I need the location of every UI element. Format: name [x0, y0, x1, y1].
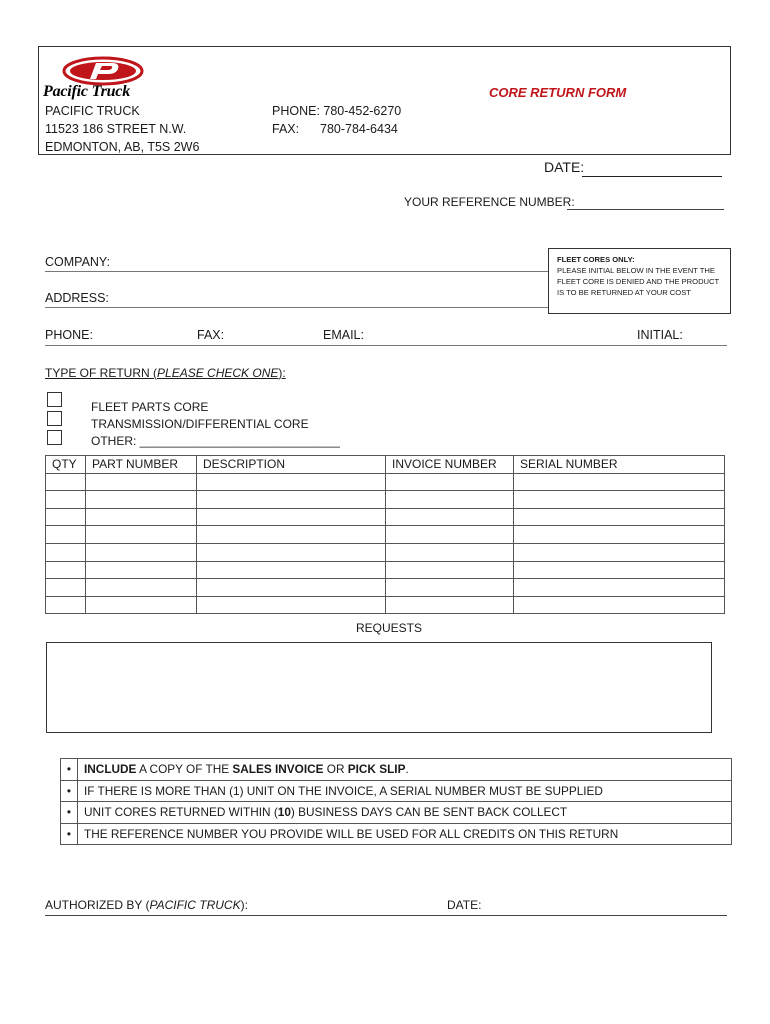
note-text-part: PICK SLIP [347, 762, 406, 777]
table-row [46, 526, 725, 544]
authorized-by-label [45, 898, 248, 912]
parts-table [45, 455, 725, 614]
return-type-label-suffix: ): [278, 366, 286, 380]
fleet-cores-box [548, 248, 731, 314]
date-field[interactable] [582, 176, 722, 177]
note-text-part: SALES INVOICE [232, 762, 324, 777]
note-text [78, 823, 732, 845]
table-cell[interactable] [386, 508, 514, 526]
company-name: PACIFIC TRUCK [45, 104, 140, 118]
table-cell[interactable] [514, 579, 725, 597]
note-text [78, 802, 732, 824]
note-text-part: A COPY OF THE [136, 762, 233, 777]
authorized-suffix: ): [240, 898, 248, 912]
table-cell[interactable] [197, 508, 386, 526]
note-row [61, 823, 732, 845]
reference-field[interactable] [567, 209, 724, 210]
checkbox-other[interactable] [47, 430, 62, 445]
return-type-label-prefix: TYPE OF RETURN ( [45, 366, 158, 380]
table-cell[interactable] [46, 543, 86, 561]
table-cell[interactable] [197, 491, 386, 509]
table-cell[interactable] [514, 543, 725, 561]
table-cell[interactable] [46, 491, 86, 509]
note-text [78, 759, 732, 781]
authorized-signature-field[interactable] [45, 915, 727, 916]
bullet-icon: • [61, 780, 78, 802]
table-cell[interactable] [514, 561, 725, 579]
authorized-italic: PACIFIC TRUCK [149, 898, 241, 912]
email-field-label: EMAIL: [323, 328, 364, 342]
company-field[interactable] [45, 271, 548, 272]
note-text-part: INCLUDE [84, 762, 137, 777]
bullet-icon: • [61, 802, 78, 824]
table-row [46, 543, 725, 561]
table-cell[interactable] [386, 579, 514, 597]
header-invoice-number: INVOICE NUMBER [386, 456, 514, 474]
table-cell[interactable] [197, 579, 386, 597]
notes-wrap [60, 758, 732, 845]
table-cell[interactable] [386, 526, 514, 544]
table-cell[interactable] [46, 473, 86, 491]
table-cell[interactable] [46, 526, 86, 544]
table-cell[interactable] [86, 561, 197, 579]
table-cell[interactable] [386, 491, 514, 509]
phone-field-label: PHONE: [45, 328, 93, 342]
option-transmission-core: TRANSMISSION/DIFFERENTIAL CORE [91, 417, 309, 431]
parts-table-wrap [45, 455, 725, 614]
table-cell[interactable] [514, 491, 725, 509]
form-title: CORE RETURN FORM [489, 85, 627, 100]
return-type-label-italic: PLEASE CHECK ONE [157, 366, 279, 380]
checkbox-fleet-parts-core[interactable] [47, 392, 62, 407]
table-cell[interactable] [86, 526, 197, 544]
table-cell[interactable] [86, 491, 197, 509]
table-cell[interactable] [514, 508, 725, 526]
table-cell[interactable] [197, 596, 386, 614]
note-text-part: ) BUSINESS DAYS CAN BE SENT BACK COLLECT [290, 805, 568, 820]
table-cell[interactable] [514, 473, 725, 491]
table-row [46, 473, 725, 491]
requests-label: REQUESTS [356, 621, 423, 635]
company-city: EDMONTON, AB, T5S 2W6 [45, 140, 200, 154]
table-cell[interactable] [86, 579, 197, 597]
option-other: OTHER: ______________________________ [91, 434, 340, 448]
header-part-number: PART NUMBER [86, 456, 197, 474]
table-row [46, 561, 725, 579]
table-cell[interactable] [86, 473, 197, 491]
authorized-prefix: AUTHORIZED BY ( [45, 898, 150, 912]
reference-label: YOUR REFERENCE NUMBER: [404, 195, 575, 209]
checkbox-transmission-core[interactable] [47, 411, 62, 426]
table-cell[interactable] [197, 473, 386, 491]
notes-table [60, 758, 732, 845]
company-fax: 780-784-6434 [320, 122, 398, 136]
address-field[interactable] [45, 307, 548, 308]
authorized-date-label: DATE: [447, 898, 482, 912]
table-cell[interactable] [46, 508, 86, 526]
header-description: DESCRIPTION [197, 456, 386, 474]
return-type-label [45, 366, 286, 380]
bullet-icon: • [61, 759, 78, 781]
contact-field-line[interactable] [45, 345, 727, 346]
table-cell[interactable] [46, 561, 86, 579]
note-text [78, 780, 732, 802]
table-row [46, 596, 725, 614]
address-field-label: ADDRESS: [45, 291, 109, 305]
date-label: DATE: [544, 159, 585, 175]
note-text-part: THE REFERENCE NUMBER YOU PROVIDE WILL BE USED FOR ALL CREDITS ON THIS RETURN [84, 826, 619, 841]
initial-field-label: INITIAL: [637, 328, 683, 342]
table-cell[interactable] [514, 596, 725, 614]
note-row [61, 759, 732, 781]
table-cell[interactable] [46, 596, 86, 614]
table-cell[interactable] [386, 596, 514, 614]
table-cell[interactable] [386, 473, 514, 491]
fleet-cores-title: FLEET CORES ONLY: [557, 255, 635, 264]
note-text-part: . [405, 762, 409, 777]
table-cell[interactable] [514, 526, 725, 544]
table-cell[interactable] [46, 579, 86, 597]
note-text-part: IF THERE IS MORE THAN (1) UNIT ON THE INVOICE, A SERIAL NUMBER MUST BE SUPPLIED [84, 783, 603, 798]
fleet-cores-text: PLEASE INITIAL BELOW IN THE EVENT THE FLEET CORE IS DENIED AND THE PRODUCT IS TO BE RETURNED AT YOUR COST [557, 266, 720, 297]
option-fleet-parts-core: FLEET PARTS CORE [91, 400, 209, 414]
note-text-part: 10 [277, 805, 291, 820]
note-row [61, 802, 732, 824]
table-cell[interactable] [86, 543, 197, 561]
note-text-part: UNIT CORES RETURNED WITHIN ( [84, 805, 278, 820]
fax-field-label: FAX: [197, 328, 225, 342]
note-row [61, 780, 732, 802]
table-cell[interactable] [197, 543, 386, 561]
note-text-part: OR [323, 762, 348, 777]
company-street: 11523 186 STREET N.W. [45, 122, 187, 136]
table-cell[interactable] [386, 561, 514, 579]
table-row [46, 579, 725, 597]
bullet-icon: • [61, 823, 78, 845]
table-cell[interactable] [386, 543, 514, 561]
table-row [46, 491, 725, 509]
company-phone: PHONE: 780-452-6270 [272, 104, 402, 118]
logo-text: Pacific Truck [43, 83, 131, 100]
company-fax-label: FAX: [272, 122, 300, 136]
header-qty: QTY [46, 456, 86, 474]
table-cell[interactable] [197, 526, 386, 544]
table-cell[interactable] [86, 596, 197, 614]
requests-textarea[interactable] [46, 642, 712, 733]
table-cell[interactable] [197, 561, 386, 579]
table-row [46, 508, 725, 526]
company-field-label: COMPANY: [45, 255, 111, 269]
parts-table-header [46, 456, 725, 474]
table-cell[interactable] [86, 508, 197, 526]
header-serial-number: SERIAL NUMBER [514, 456, 725, 474]
